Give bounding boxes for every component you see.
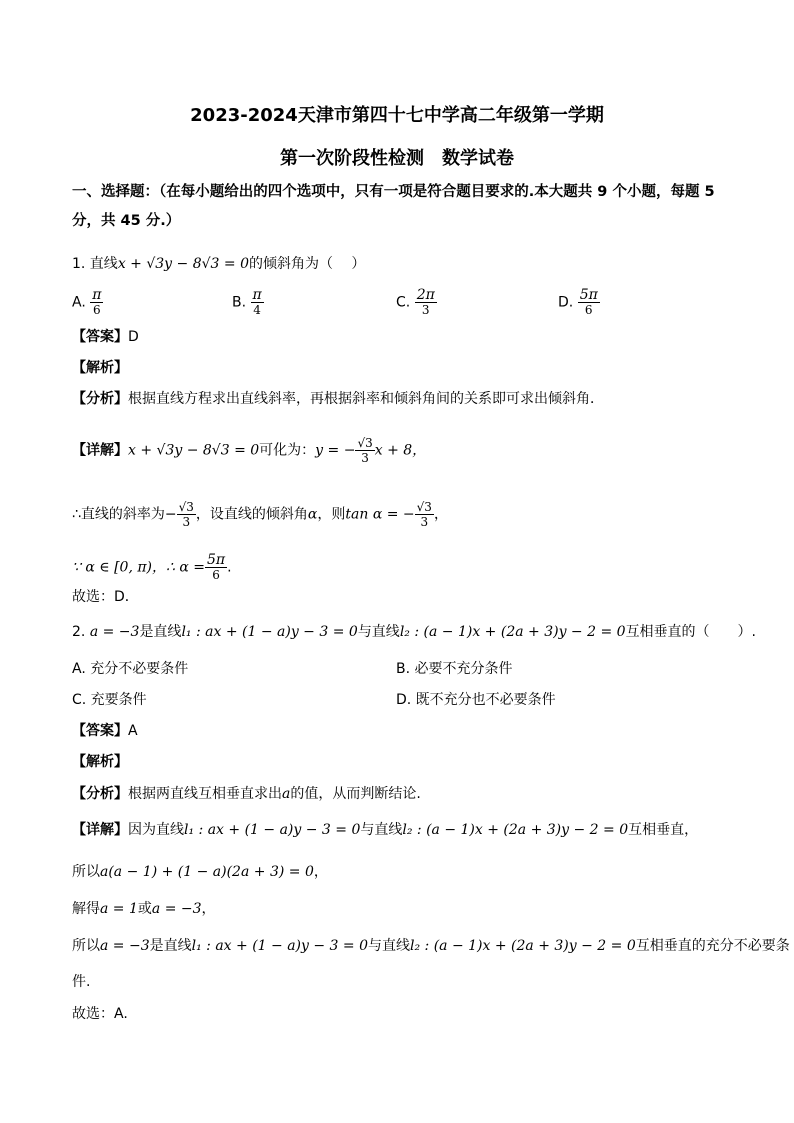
q1-slope: ∴直线的斜率为− $\frac{√3}{3}$ ，设直线的倾斜角α，则tan α = − $\frac{√3}{3}$ ， xyxy=(72,500,448,529)
q1-equation: x + √3y − 8√3 = 0 xyxy=(117,256,249,272)
q1-stem xyxy=(72,254,365,274)
q2-eq2: 解得a = 1或a = −3， xyxy=(72,901,216,917)
q2-jiexi: 【解析】 xyxy=(72,754,128,770)
title-line-2: 第一次阶段性检测 数学试卷 xyxy=(280,148,514,169)
q2-option-b: B. 必要不充分条件 xyxy=(396,661,513,677)
q2-conclusion: 所以a = −3是直线l₁ : ax + (1 − a)y − 3 = 0与直线l₂ : (a − 1)x + (2a + 3)y − 2 = 0互相垂直的充分不必要条 xyxy=(72,938,790,954)
q1-xj-fraction: $\frac{√3}{3}$ xyxy=(357,436,373,465)
q1-slope-fraction: $\frac{√3}{3}$ xyxy=(178,500,194,529)
section-heading: 一、选择题：（在每小题给出的四个选项中，只有一项是符合题目要求的.本大题共 9 个小题，每题 5 分，共 45 分.） xyxy=(72,184,715,229)
q1-range: ∵ α ∈ [0, π)，∴ α = $\frac{5\pi}{6}$ . xyxy=(72,552,232,582)
q1-option-c-fraction: $\frac{2\pi}{3}$ xyxy=(416,287,435,317)
q2-fenxi: 【分析】根据两直线互相垂直求出a的值，从而判断结论. xyxy=(72,786,421,802)
q1-option-a-fraction: $\frac{\pi}{6}$ xyxy=(92,287,102,317)
q1-answer: 【答案】D xyxy=(72,329,139,345)
q2-answer: 【答案】A xyxy=(72,723,138,739)
q1-option-d: D. $\frac{5\pi}{6}$ xyxy=(558,287,598,317)
q1-option-d-fraction: $\frac{5\pi}{6}$ xyxy=(579,287,598,317)
q2-option-d: D. 既不充分也不必要条件 xyxy=(396,692,556,708)
q1-jiexi: 【解析】 xyxy=(72,360,128,376)
q2-option-c: C. 充要条件 xyxy=(72,692,147,708)
q2-stem: 2. a = −3是直线l₁ : ax + (1 − a)y − 3 = 0与直线l₂ : (a − 1)x + (2a + 3)y − 2 = 0互相垂直的（ ）. xyxy=(72,624,757,640)
q1-option-b-fraction: $\frac{\pi}{4}$ xyxy=(252,287,262,317)
q2-xiangjie: 【详解】因为直线l₁ : ax + (1 − a)y − 3 = 0与直线l₂ : (a − 1)x + (2a + 3)y − 2 = 0互相垂直， xyxy=(72,822,699,838)
q1-fenxi: 【分析】根据直线方程求出直线斜率，再根据斜率和倾斜角间的关系即可求出倾斜角． xyxy=(72,391,604,407)
q1-choose: 故选：D． xyxy=(72,589,139,605)
title-line-1: 2023-2024天津市第四十七中学高二年级第一学期 xyxy=(190,105,604,126)
q1-option-a: A. $\frac{\pi}{6}$ xyxy=(72,287,102,317)
q2-conclusion-wrap: 件. xyxy=(72,974,91,990)
q1-xiangjie: 【详解】x + √3y − 8√3 = 0可化为：y = − $\frac{√3}{3}$ x + 8， xyxy=(72,436,427,465)
q2-eq1: 所以a(a − 1) + (1 − a)(2a + 3) = 0， xyxy=(72,864,328,880)
q1-option-b: B. $\frac{\pi}{4}$ xyxy=(232,287,262,317)
q2-option-a: A. 充分不必要条件 xyxy=(72,661,189,677)
q1-range-fraction: $\frac{5\pi}{6}$ xyxy=(207,552,226,582)
q1-number: 1. 直线 xyxy=(72,256,118,272)
q1-option-c: C. $\frac{2\pi}{3}$ xyxy=(396,287,435,317)
q1-tan-fraction: $\frac{√3}{3}$ xyxy=(416,500,432,529)
q1-stem-tail: 的倾斜角为（ ） xyxy=(248,256,366,272)
q2-choose: 故选：A. xyxy=(72,1006,128,1022)
